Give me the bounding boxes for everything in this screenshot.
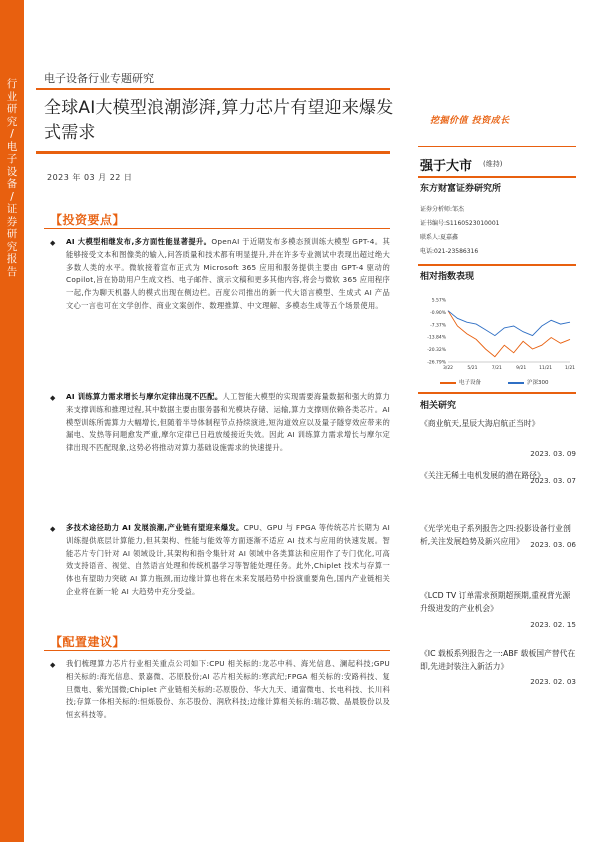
- header-divider: [36, 88, 390, 90]
- paragraph-4-body: 我们梳理算力芯片行业相关重点公司如下:CPU 相关标的:龙芯中科、海光信息、澜起科技;GPU 相关标的:海光信息、景嘉微、芯原股份;AI 芯片相关标的:寒武纪;FPGA 相关标的:安路科技、复旦微电、紫光国微;Chiplet 产业链相关标的:芯原股份、华大九天、通富微电、长电科技、长川科技;存算一体相关标的:恒烁股份、东芯股份、润欣科技;边缘计算相关标的:瑞芯微、晶晨股份以及恒玄科技等。: [66, 659, 390, 720]
- rating-sub: (维持): [483, 160, 503, 168]
- bullet-diamond-icon: ◆: [50, 394, 56, 402]
- related-title: 相关研究: [420, 401, 457, 411]
- paragraph-4: [66, 658, 390, 722]
- related-divider: [418, 392, 576, 394]
- x-tick-label: 11/21: [539, 366, 553, 371]
- org-divider: [418, 176, 576, 178]
- bullet-diamond-icon: ◆: [50, 661, 56, 669]
- x-tick-label: 7/21: [491, 366, 502, 371]
- legend-electronic-swatch: [440, 382, 456, 384]
- related-item-title[interactable]: 《商业航天,星辰大海启航正当时》: [420, 419, 540, 428]
- x-tick-label: 5/21: [467, 366, 478, 371]
- x-tick-label: 3/22: [442, 366, 454, 371]
- related-item-date: 2023. 02. 15: [530, 620, 576, 629]
- series-line-electronic: [448, 311, 570, 357]
- paragraph-2-body: 人工智能大模型的实现需要海量数据和强大的算力来支撑训练和推理过程,其中数据主要由服务器和光模块存储、运输,算力支撑则依赖各类芯片。AI 模型训练所需算力大幅增长,但随着半导体制程节点持续演进,短沟道效应以及量子隧穿效应带来的漏电、发热等问题愈发严重,摩尔定律已日趋放缓接近失效。因此 AI 训练算力需求增长与摩尔定律出现不匹配现象,这势必将推动对算力基础设施需求的快速提升。: [66, 392, 390, 453]
- side-bar-label: 行业研究 / 电子设备 / 证券研究报告: [6, 78, 18, 278]
- page-title: 全球AI大模型浪潮澎湃,算力芯片有望迎来爆发式需求: [44, 98, 394, 143]
- paragraph-3-lead: 多技术途径助力 AI 发展浪潮,产业链有望迎来爆发。: [66, 523, 244, 532]
- related-item-date: 2023. 03. 06: [530, 540, 576, 549]
- y-tick-label: -0.90%: [430, 310, 446, 316]
- paragraph-3: [66, 522, 390, 599]
- legend-electronic-label: 电子设备: [459, 380, 482, 386]
- cert-info: 证书编号:S1160523010001: [420, 220, 500, 227]
- chart-title: 相对指数表现: [420, 272, 475, 282]
- report-category: 电子设备行业专题研究: [44, 72, 154, 85]
- x-tick-label: 1/21: [564, 366, 576, 371]
- bullet-diamond-icon: ◆: [50, 239, 56, 247]
- allocation-section-header: [44, 629, 390, 651]
- title-divider: [36, 151, 390, 154]
- report-date: 2023 年 03 月 22 日: [47, 173, 133, 182]
- investment-section-title: 【投资要点】: [50, 213, 126, 227]
- relative-performance-chart: [418, 292, 576, 376]
- paragraph-2-lead: AI 训练算力需求增长与摩尔定律出现不匹配。: [66, 392, 223, 401]
- side-bar: [0, 0, 24, 842]
- contact-info: 联系人:夏嘉鑫: [420, 234, 459, 241]
- related-item-title[interactable]: 《LCD TV 订单需求预期超预期,重视背光源升级进发的产业机会》: [420, 591, 571, 613]
- legend-hs300: [508, 378, 549, 386]
- slogan: 挖掘价值 投资成长: [430, 116, 510, 126]
- related-item-date: 2023. 03. 09: [530, 449, 576, 458]
- analyst-info: 证券分析师:邹杰: [420, 206, 465, 213]
- phone-info: 电话:021-23586316: [420, 248, 479, 255]
- related-item-title[interactable]: 《光学光电子系列报告之四:投影设备行业剖析,关注发展趋势及新兴应用》: [420, 524, 571, 546]
- related-item-date: 2023. 02. 03: [530, 677, 576, 686]
- rating-divider: [418, 146, 576, 147]
- series-line-hs300: [448, 311, 570, 336]
- paragraph-3-body: CPU、GPU 与 FPGA 等传统芯片长期为 AI 训练提供底层计算能力,但其架构、性能与能效等方面逐渐不适应 AI 技术与应用的快速发展。智能芯片专门针对 AI 领域设计,其架构和指令集针对 AI 领域中各类算法和应用作了专门优化,可高效支持语音、视觉、自然语言处理和传统机器学习等智能处理任务。此外,Chiplet 技术与存算一体也有望助力突破 AI 算力瓶颈,而边缘计算也将在未来发展趋势中扮演重要角色,国内产业链相关企业将在新一轮 AI 大趋势中充分受益。: [66, 523, 390, 596]
- legend-hs300-swatch: [508, 382, 524, 384]
- paragraph-1-body: OpenAI 于近期发布多模态预训练大模型 GPT-4。其能够接受文本和图像类的输入,问答质量和技术都有明显提升,并在许多专业测试中表现出超过绝大多数人类的水平。微软接着宣布正式为 Microsoft 365 应用和服务提供主要由 GPT-4 驱动的 Copilot,旨在协助用户生成文档、电子邮件、演示文稿和更多其他内容,将会与微软 365 应用程序一起,作为聊天机器人的模式出现在侧边栏。百度公司推出的新一代大语言模型、生成式 AI 产品文心一言也可在文学创作、商业文案创作、数理推算、中文理解、多模态生成等五个场景使用。: [66, 237, 390, 310]
- y-tick-label: 5.57%: [431, 298, 446, 304]
- bullet-diamond-icon: ◆: [50, 525, 56, 533]
- allocation-section-title: 【配置建议】: [50, 635, 126, 649]
- legend-hs300-label: 沪深300: [527, 380, 549, 386]
- y-tick-label: -7.37%: [430, 323, 446, 329]
- y-tick-label: -26.79%: [427, 360, 446, 366]
- y-tick-label: -13.84%: [427, 335, 446, 341]
- paragraph-1: [66, 236, 390, 313]
- related-item-date: 2023. 03. 07: [530, 476, 576, 485]
- y-tick-label: -20.32%: [427, 348, 446, 354]
- investment-section-header: [44, 207, 390, 229]
- legend-electronic: [440, 378, 481, 386]
- org-name: 东方财富证券研究所: [420, 184, 502, 194]
- related-item-title[interactable]: 《IC 载板系列报告之一:ABF 载板国产替代在即,先进封装注入新活力》: [420, 649, 576, 671]
- related-item-title[interactable]: 《关注无稀土电机发展的潜在路径》: [420, 471, 545, 480]
- rating-label: 强于大市: [420, 159, 473, 174]
- x-tick-label: 9/21: [516, 366, 527, 371]
- paragraph-1-lead: AI 大模型相继发布,多方面性能显著提升。: [66, 237, 212, 246]
- paragraph-2: [66, 391, 390, 455]
- chart-divider: [418, 264, 576, 266]
